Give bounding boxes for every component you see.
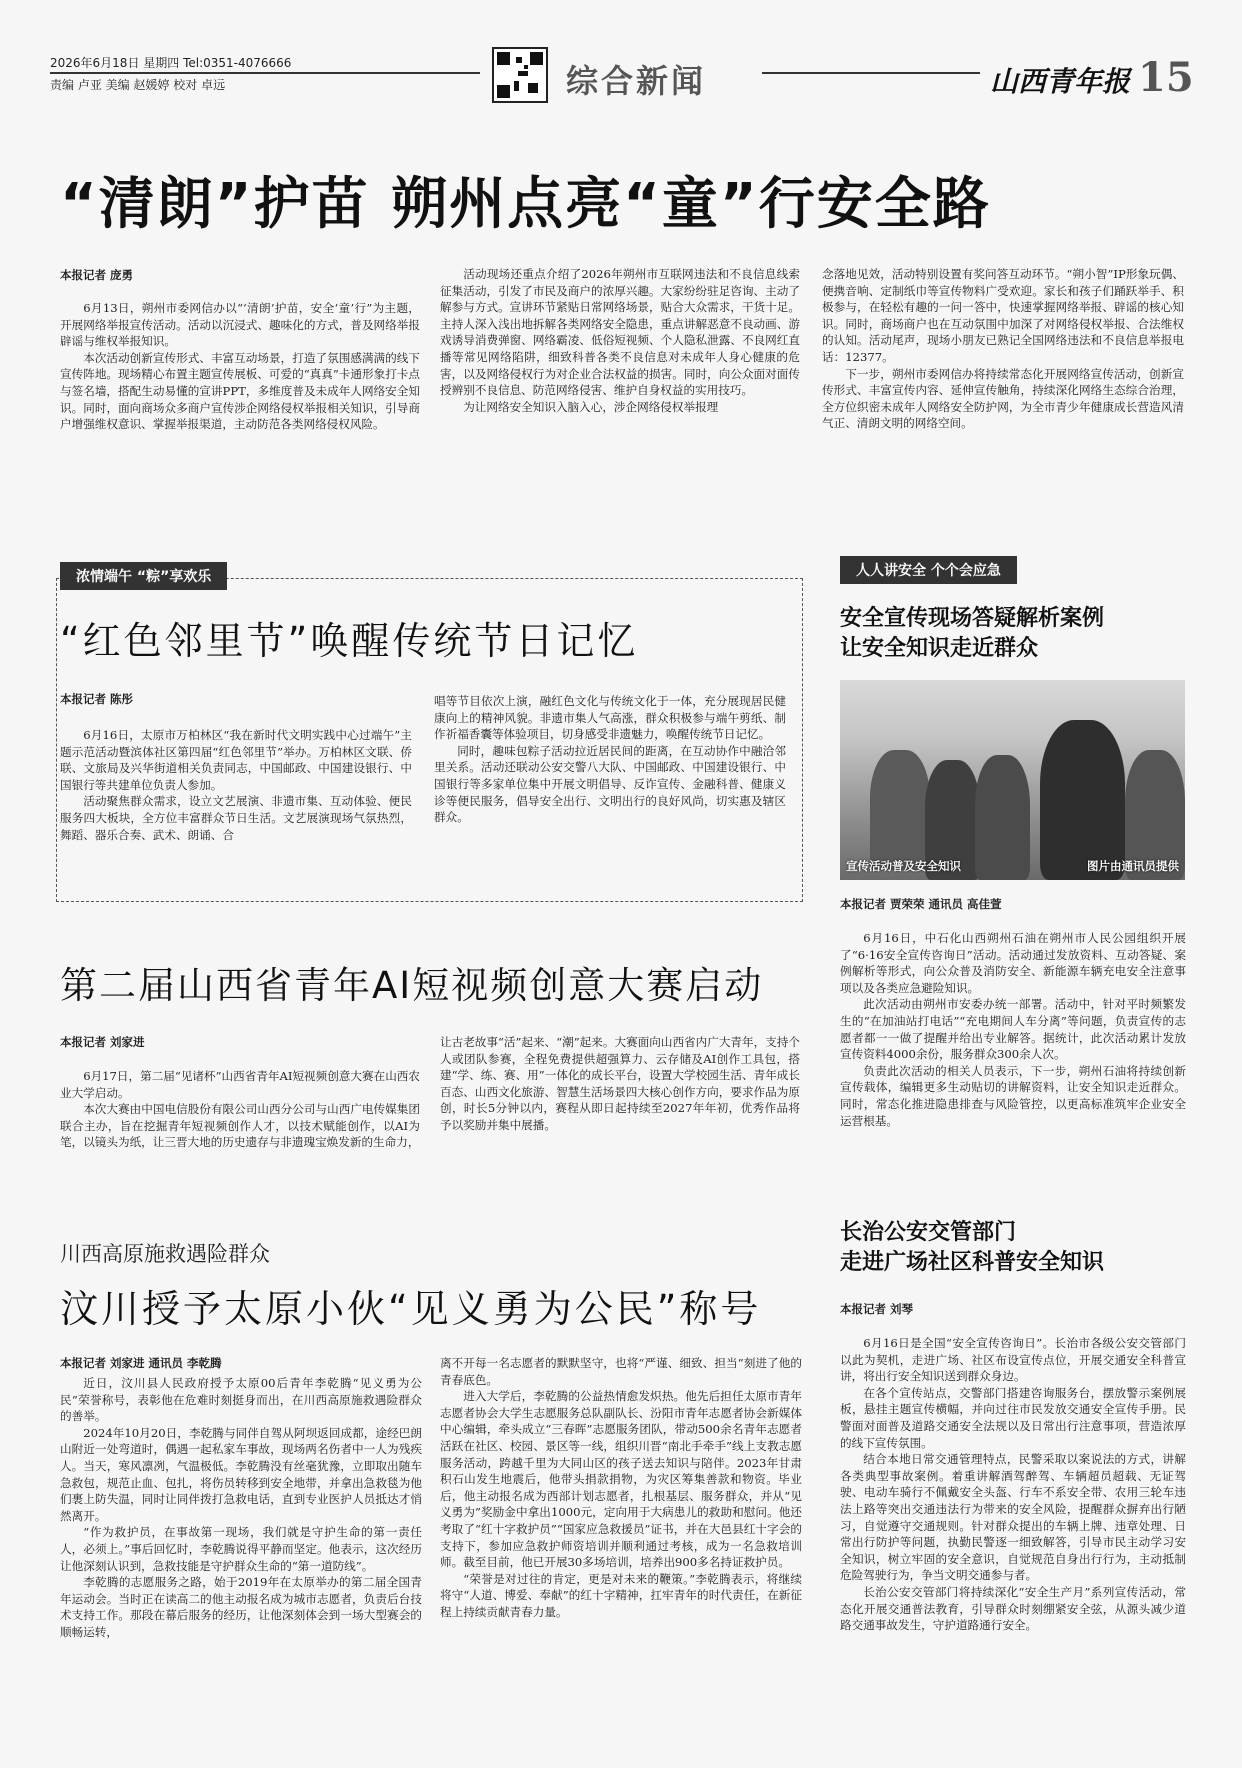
lead-paragraph: 活动现场还重点介绍了2026年朔州市互联网违法和不良信息线索征集活动，引发了市民及商户的浓厚兴趣。大家纷纷驻足咨询、主动了解参与方式。宣讲环节紧贴日常网络场景，贴合大众需求，干货十足。主持人深入浅出地拆解各类网络安全隐患，重点讲解恶意不良动画、游戏诱导消费弹窗、网络霸凌、低俗短视频、个人隐私泄露、不良网红直播等常见网络陷阱，细致科普各类不良信息对未成年人身心健康的危害，以及网络侵权行为对企业合法权益的损害。同时，向公众面对面传授辨别不良信息、防范网络侵害、维护自身权益的实用技巧。 (440, 267, 800, 398)
section-title: 综合新闻 (566, 62, 707, 100)
person-figure (975, 755, 1030, 880)
hero-subkicker: 川西高原施救遇险群众 (60, 1242, 270, 1266)
safety-photo (840, 680, 1185, 880)
safety-kicker: 人人讲安全 个个会应急 (840, 556, 1017, 584)
person-figure (870, 750, 930, 870)
safety-headline (840, 604, 1104, 664)
photo-credit: 图片由通讯员提供 (1087, 859, 1179, 873)
traffic-paragraph: 长治公安交管部门将持续深化“安全生产月”系列宣传活动，常态化开展交通普法教育，引导群众时刻绷紧安全弦，从源头减少道路交通事故发生，守护道路通行安全。 (840, 1584, 1186, 1633)
lead-headline: “清朗”护苗 朔州点亮“童”行安全路 (60, 172, 991, 237)
hero-paragraph: “荣誉是对过往的肯定，更是对未来的鞭策。”李乾腾表示，将继续将守“人道、博爱、奉献”的红十字精神，扛牢青年的时代责任，在新征程上持续贡献青春力量。 (440, 1571, 802, 1619)
safety-byline: 本报记者 贾荣荣 通讯员 高佳萱 (840, 897, 1002, 911)
photo-caption: 宣传活动普及安全知识 (846, 859, 961, 873)
hero-paragraph: “作为救护员，在事故第一现场，我们就是守护生命的第一责任人，必须上。”事后回忆时，李乾腾说得平静而坚定。他表示，这次经历让他深刻认识到，急救技能是守护群众生命的“第一道防线”。 (60, 1525, 422, 1573)
festival-column-1 (60, 727, 412, 843)
ai-paragraph: 6月17日，第二届“见诸杯”山西省青年AI短视频创意大赛在山西农业大学启动。 (60, 1069, 420, 1100)
traffic-headline-line: 走进广场社区科普安全知识 (840, 1250, 1105, 1275)
festival-column-2 (434, 693, 786, 826)
traffic-body (840, 1335, 1186, 1634)
traffic-headline-line: 长治公安交管部门 (840, 1220, 1017, 1245)
hero-headline: 汶川授予太原小伙“见义勇为公民”称号 (60, 1287, 762, 1331)
hero-byline: 本报记者 刘家进 通讯员 李乾腾 (60, 1356, 222, 1370)
festival-paragraph: 唱等节目依次上演，融红色文化与传统文化于一体，充分展现居民健康向上的精神风貌。非遗市集人气高涨，群众积极参与端午剪纸、制作祈福香囊等体验项目，切身感受非遗魅力，唤醒传统节日记忆。 (434, 694, 786, 742)
safety-paragraph: 负责此次活动的相关人员表示，下一步，朔州石油将持续创新宣传载体，编辑更多生动贴切的讲解资料，让安全知识走近群众。同时，常态化推进隐患排查与风险管控，以更高标准筑牢企业安全运营根基。 (840, 1063, 1186, 1128)
traffic-paragraph: 在各个宣传站点，交警部门搭建咨询服务台，摆放警示案例展板，悬挂主题宣传横幅，并向过往市民发放交通安全宣传手册。民警面对面普及道路交通安全法规以及日常出行注意事项，营造浓厚的线下宣传氛围。 (840, 1385, 1186, 1450)
safety-headline-line: 让安全知识走近群众 (840, 636, 1039, 661)
qr-code-icon (492, 47, 548, 103)
lead-paragraph: 本次活动创新宣传形式、丰富互动场景，打造了氛围感满满的线下宣传阵地。现场精心布置主题宣传展板、可爱的“真真”卡通形象打卡点与签名墙，搭配生动易懂的宣讲PPT，多维度普及未成年人网络安全知识。同时，面向商场众多商户宣传涉企网络侵权举报相关知识，引导商户增强维权意识、掌握举报渠道，主动防范各类网络侵权风险。 (60, 350, 420, 432)
hero-column-1 (60, 1375, 422, 1641)
traffic-byline: 本报记者 刘琴 (840, 1302, 914, 1316)
lead-paragraph: 念落地见效，活动特别设置有奖问答互动环节。“朔小智”IP形象玩偶、便携音响、定制纸巾等宣传物料广受欢迎。家长和孩子们踊跃举手、积极参与，在轻松有趣的一问一答中，快速掌握网络举报、辟谣的核心知识。同时，商场商户也在互动氛围中加深了对网络侵权举报、合法维权的认知。活动尾声，现场小朋友已熟记全国网络违法和不良信息举报电话：12377。 (822, 267, 1184, 364)
festival-byline: 本报记者 陈彤 (60, 692, 134, 706)
lead-paragraph: 为让网络安全知识入脑入心，涉企网络侵权举报理 (463, 399, 719, 414)
header-rule-right (762, 72, 980, 74)
hero-paragraph: 进入大学后，李乾腾的公益热情愈发炽热。他先后担任太原市青年志愿者协会大学生志愿服务总队副队长、汾阳市青年志愿者协会新媒体中心编辑，牵头成立“三春晖”志愿服务团队，带动500余名青年志愿者活跃在社区、校园、景区等一线，组织川晋“南北手牵手”线上支教志愿服务活动，跨越千里为大同山区的孩子送去知识与陪伴。2023年甘肃积石山发生地震后，他带头捐款捐物，为灾区筹集善款和物资。毕业后，他主动报名成为西部计划志愿者，扎根基层、服务群众，并从“见义勇为”奖励金中拿出1000元，定向用于大病患儿的救助和慰问。他还考取了“红十字救护员”“国家应急救援员”证书，并在大邑县红十字会的支持下，参加应急救护师资培训并顺利通过考核，成为一名急救培训师。截至目前，他已开展30多场培训，培养出900多名持证救护员。 (440, 1389, 802, 1570)
page-number: 15 (1138, 54, 1194, 101)
festival-paragraph: 6月16日，太原市万柏林区“我在新时代文明实践中心过端午”主题示范活动暨滨体社区第四届“红色邻里节”举办。万柏林区文联、侨联、文旅局及兴华街道相关负责同志，中国邮政、中国建设银行、中国银行等共建单位负责人参加。 (60, 728, 412, 792)
lead-paragraph: 6月13日，朔州市委网信办以“‘清朗’护苗，安全‘童’行”为主题，开展网络举报宣传活动。活动以沉浸式、趣味化的方式，普及网络举报辟谣与维权举报知识。 (60, 301, 420, 349)
safety-body (840, 930, 1186, 1129)
paper-logo: 山西青年报 (990, 65, 1131, 98)
lead-paragraph: 下一步，朔州市委网信办将持续常态化开展网络宣传活动，创新宣传形式、丰富宣传内容、延伸宣传触角，持续深化网络生态综合治理，全方位织密未成年人网络安全防护网，为全市青少年健康成长营造风清气正、清朗文明的网络空间。 (822, 366, 1184, 431)
festival-paragraph: 同时，趣味包粽子活动拉近居民间的距离，在互动协作中融洽邻里关系。活动还联动公安交警八大队、中国邮政、中国建设银行、中国银行等多家单位集中开展文明倡导、反诈宣传、金融科普、健康义诊等便民服务，倡导安全出行、文明出行的良好风尚，切实惠及辖区群众。 (434, 743, 786, 825)
ai-paragraph: 让古老故事“活”起来、“潮”起来。大赛面向山西省内广大青年，支持个人或团队参赛，全程免费提供超强算力、云存储及AI创作工具包，搭建“学、练、赛、用”一体化的成长平台，设置大学校园生活、青年成长百态、山西文化旅游、智慧生活场景四大核心创作方向，要求作品为原创，时长5分钟以内，赛程从即日起持续至2027年年初，优秀作品将予以奖励并集中展播。 (440, 1035, 800, 1132)
ai-paragraph: 本次大赛由中国电信股份有限公司山西分公司与山西广电传媒集团联合主办，旨在挖掘青年短视频创作人才，以技术赋能创作，以AI为笔，以镜头为纸，让三晋大地的历史遗存与非遗瑰宝焕发新的生命力， (60, 1102, 420, 1150)
editor-line: 责编 卢亚 美编 赵媛婷 校对 卓远 (50, 78, 226, 92)
lead-column-2 (440, 266, 800, 415)
ai-column-2 (440, 1034, 800, 1134)
lead-column-3 (822, 266, 1184, 432)
hero-paragraph: 李乾腾的志愿服务之路，始于2019年在太原举办的第二届全国青年运动会。当时正在读高二的他主动报名成为城市志愿者，负责后台技术支持工作。那段在幕后服务的经历，让他深刻体会到一场大型赛会的顺畅运转， (60, 1575, 422, 1639)
lead-byline: 本报记者 庞勇 (60, 268, 134, 282)
festival-headline: “红色邻里节”唤醒传统节日记忆 (60, 619, 639, 663)
traffic-paragraph: 6月16日是全国“安全宣传咨询日”。长治市各级公安交管部门以此为契机，走进广场、社区布设宣传点位，开展交通安全科普宣讲，将出行安全知识送到群众身边。 (840, 1336, 1186, 1384)
date-line: 2026年6月18日 星期四 Tel:0351-4076666 (50, 56, 292, 70)
festival-kicker: 浓情端午 “粽”享欢乐 (60, 562, 227, 590)
safety-paragraph: 6月16日，中石化山西朔州石油在朔州市人民公园组织开展了“6·16安全宣传咨询日”活动。活动通过发放资料、互动答疑、案例解析等形式，向公众普及消防安全、新能源车辆充电安全注意事项以及各类应急避险知识。 (840, 931, 1186, 995)
ai-byline: 本报记者 刘家进 (60, 1035, 145, 1049)
hero-paragraph: 离不开每一名志愿者的默默坚守，也将“严谨、细致、担当”刻进了他的青春底色。 (440, 1356, 802, 1387)
ai-column-1 (60, 1068, 420, 1151)
traffic-headline (840, 1218, 1104, 1278)
festival-paragraph: 活动聚焦群众需求，设立文艺展演、非遗市集、互动体验、便民服务四大板块，全方位丰富群众节日生活。文艺展演现场气氛热烈，舞蹈、器乐合奏、武术、朗诵、合 (60, 794, 412, 842)
safety-headline-line: 安全宣传现场答疑解析案例 (840, 606, 1105, 631)
header-rule-left (50, 72, 480, 74)
hero-column-2 (440, 1355, 802, 1621)
person-figure (1040, 720, 1125, 880)
lead-column-1 (60, 300, 420, 433)
hero-paragraph: 近日，汶川县人民政府授予太原00后青年李乾腾“见义勇为公民”荣誉称号，表彰他在危难时刻挺身而出，在川西高原施救遇险群众的善举。 (60, 1376, 422, 1424)
ai-headline: 第二届山西省青年AI短视频创意大赛启动 (60, 964, 764, 1007)
traffic-paragraph: 结合本地日常交通管理特点，民警采取以案说法的方式，讲解各类典型事故案例。着重讲解酒驾醉驾、车辆超员超载、无证驾驶、电动车骑行不佩戴安全头盔、行车不系安全带、农用三轮车违法上路等突出交通违法行为带来的安全风险，提醒群众摒弃出行陋习，自觉遵守交通规则。针对群众提出的车辆上牌、违章处理、日常出行防护等问题，执勤民警逐一细致解答，引导市民主动学习安全知识，树立牢固的安全意识，自觉规范自身出行行为，主动抵制危险驾驶行为，争当文明交通参与者。 (840, 1452, 1186, 1583)
safety-paragraph: 此次活动由朔州市安委办统一部署。活动中，针对平时频繁发生的“在加油站打电话”“充电期间人车分离”等问题，负责宣传的志愿者都一一做了提醒并给出专业解答。据统计，此次活动累计发放宣传资料4000余份，服务群众300余人次。 (840, 997, 1186, 1062)
hero-paragraph: 2024年10月20日，李乾腾与同伴自驾从阿坝返回成都，途经巴朗山附近一处弯道时，偶遇一起私家车事故，现场两名伤者中一人为残疾人。当天，寒风凛冽，气温极低。李乾腾没有丝毫犹豫，立即取出随车急救包，规范止血、包扎，将伤员转移到安全地带，并拿出急救毯为他们裹上防失温，同时让同伴拨打急救电话，直到专业医护人员抵达才悄然离开。 (60, 1425, 422, 1523)
